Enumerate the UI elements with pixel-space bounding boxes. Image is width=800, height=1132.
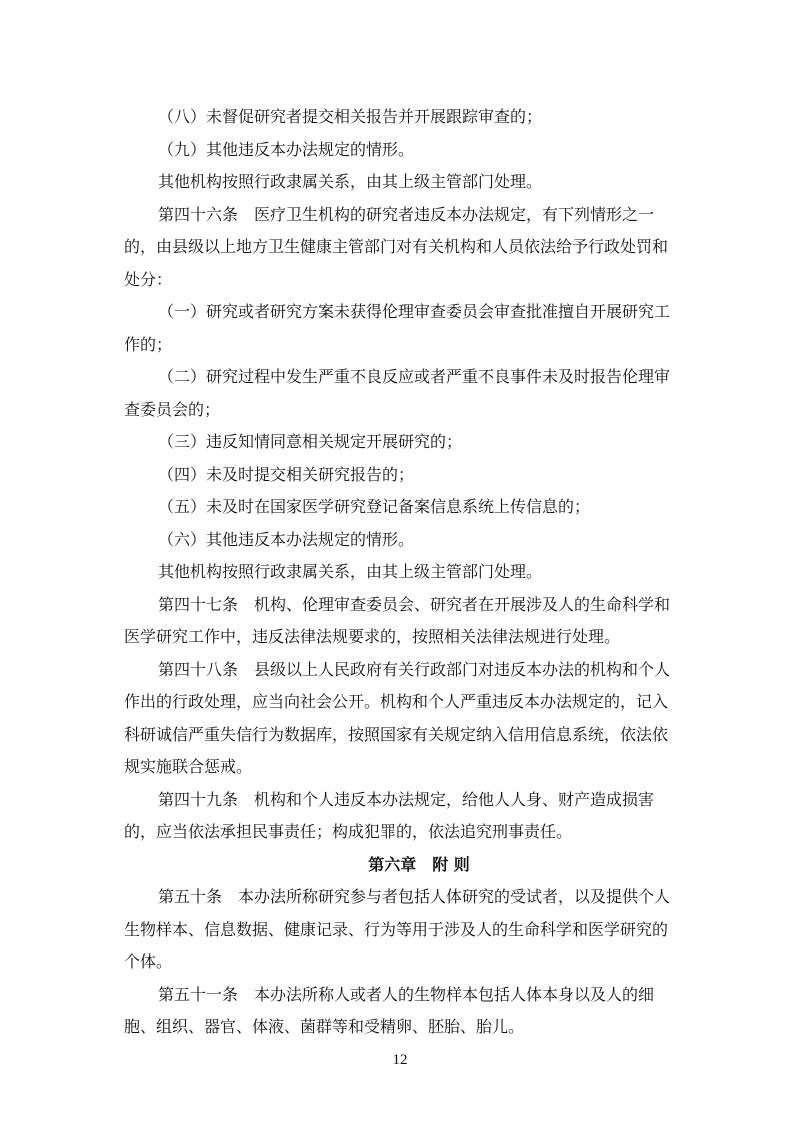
text-line: （九）其他违反本办法规定的情形。	[158, 139, 415, 159]
text-line: （一）研究或者研究方案未获得伦理审查委员会审查批准擅自开展研究工	[158, 302, 671, 321]
text-line: 作出的行政处理，应当向社会公开。机构和个人严重违反本办法规定的，记入	[124, 692, 669, 711]
text-line: 处分：	[124, 269, 173, 289]
text-line: （三）违反知情同意相关规定开展研究的；	[158, 432, 463, 451]
text-line: 科研诚信严重失信行为数据库，按照国家有关规定纳入信用信息系统，依法依	[124, 724, 669, 744]
page-number: 12	[392, 1052, 408, 1068]
text-line: 第四十九条 机构和个人违反本办法规定，给他人人身、财产造成损害	[158, 789, 655, 809]
text-line: （八）未督促研究者提交相关报告并开展跟踪审查的；	[158, 107, 543, 126]
page-body	[124, 101, 680, 1044]
text-line: 第四十八条 县级以上人民政府有关行政部门对违反本办法的机构和个人	[158, 659, 671, 679]
text-line: 其他机构按照行政隶属关系，由其上级主管部门处理。	[158, 562, 543, 581]
text-line: 查委员会的；	[124, 399, 221, 419]
chapter-heading: 第六章 附 则	[368, 854, 470, 874]
text-line: 个体。	[124, 952, 173, 971]
text-line: （五）未及时在国家医学研究登记备案信息系统上传信息的；	[158, 497, 591, 516]
text-line: 第五十条 本办法所称研究参与者包括人体研究的受试者，以及提供个人	[158, 887, 671, 906]
text-line: （二）研究过程中发生严重不良反应或者严重不良事件未及时报告伦理审	[158, 367, 671, 386]
text-line: 医学研究工作中，违反法律法规要求的，按照相关法律法规进行处理。	[124, 627, 621, 646]
text-line: 的，由县级以上地方卫生健康主管部门对有关机构和人员依法给予行政处罚和	[124, 237, 669, 256]
text-line: 生物样本、信息数据、健康记录、行为等用于涉及人的生命科学和医学研究的	[124, 919, 669, 939]
text-line: 第五十一条 本办法所称人或者人的生物样本包括人体本身以及人的细	[158, 984, 655, 1004]
text-line: 的，应当依法承担民事责任；构成犯罪的，依法追究刑事责任。	[124, 822, 573, 841]
text-line: 作的；	[124, 334, 173, 354]
text-line: 第四十六条 医疗卫生机构的研究者违反本办法规定，有下列情形之一	[158, 204, 655, 224]
text-line: 胞、组织、器官、体液、菌群等和受精卵、胚胎、胎儿。	[124, 1017, 525, 1036]
text-line: 其他机构按照行政隶属关系，由其上级主管部门处理。	[158, 172, 543, 191]
text-line: 规实施联合惩戒。	[124, 757, 253, 776]
text-line: （四）未及时提交相关研究报告的；	[158, 464, 415, 484]
text-line: 第四十七条 机构、伦理审查委员会、研究者在开展涉及人的生命科学和	[158, 594, 671, 614]
text-line: （六）其他违反本办法规定的情形。	[158, 529, 415, 549]
